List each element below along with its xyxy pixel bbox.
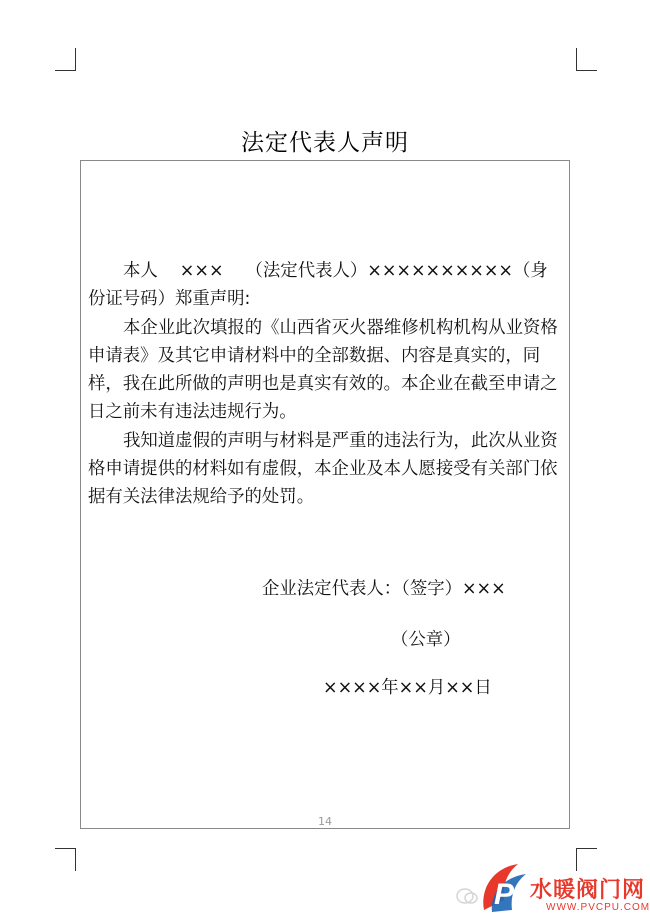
signature-line: 企业法定代表人：（签字）××× bbox=[262, 579, 506, 599]
page-number: 14 bbox=[318, 815, 332, 828]
declaration-body bbox=[88, 257, 564, 512]
brand-url: WWW.PVCPU.COM bbox=[546, 902, 650, 913]
date-line: ××××年××月××日 bbox=[323, 678, 492, 698]
brand-logo-icon bbox=[478, 860, 530, 916]
declarant-suffix: （身份证号码）郑重声明: bbox=[88, 261, 548, 310]
brand-name: 水暖阀门网 bbox=[530, 878, 646, 903]
declarant-role: （法定代表人） bbox=[245, 261, 368, 281]
declarant-name: ××× bbox=[179, 261, 224, 281]
declarant-id-number: ×××××××××× bbox=[367, 261, 513, 281]
paragraph-truthfulness: 本企业此次填报的《山西省灭火器维修机构机构从业资格申请表》及其它申请材料中的全部数据、内容是真实的，同样，我在此所做的声明也是真实有效的。本企业在截至申请之日之前未有违法违规行为。 bbox=[88, 317, 558, 423]
declarant-prefix: 本人 bbox=[123, 261, 158, 281]
brand-logo-letter: P bbox=[494, 878, 515, 911]
document-title: 法定代表人声明 bbox=[241, 130, 409, 156]
paragraph-declarant bbox=[88, 257, 564, 314]
seal-line: （公章） bbox=[391, 630, 461, 650]
paragraph-liability: 我知道虚假的声明与材料是严重的违法行为，此次从业资格申请提供的材料如有虚假，本企业及本人愿接受有关部门依据有关法律法规给予的处罚。 bbox=[88, 430, 558, 508]
